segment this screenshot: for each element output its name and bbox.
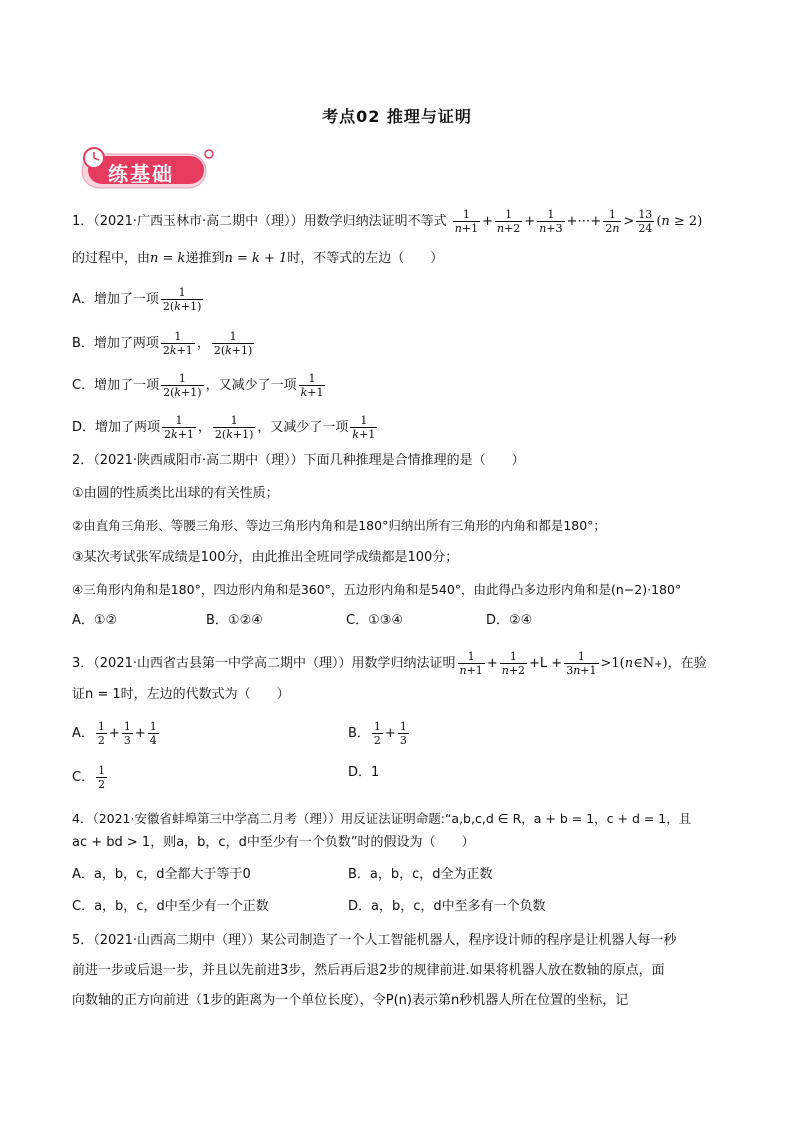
badge-label: 练基础 bbox=[108, 162, 174, 186]
question-1-option-c[interactable]: C．增加了一项 $\frac{1}{2(k+1)}$ ，又减少了一项 $\frac{1}{k+1}$ bbox=[72, 372, 324, 399]
question-3-line2: 证n = 1时，左边的代数式为（ ） bbox=[72, 687, 290, 702]
question-3-option-d[interactable]: D．1 bbox=[348, 765, 380, 780]
question-4-stem: 4．（2021·安徽省蚌埠第三中学高二月考（理））用反证法证明命题:“a,b,c,d ∈ R，a + b = 1，c + d = 1，且 bbox=[72, 811, 692, 826]
question-1-option-b[interactable]: B．增加了两项 $\frac{1}{2k+1}$ ， $\frac{1}{2(k+1)}$ bbox=[72, 330, 253, 357]
question-3-option-a[interactable]: A． $\frac{1}{2}$ + $\frac{1}{3}$ + $\frac{1}{4}$ bbox=[72, 720, 157, 747]
question-5-stem: 5．（2021·山西高二期中（理））某公司制造了一个人工智能机器人，程序设计师的程序是让机器人每一秒 bbox=[72, 933, 677, 948]
question-1-option-a[interactable]: A．增加了一项 $\frac{1}{2(k+1)}$ bbox=[72, 286, 202, 313]
question-4-option-c[interactable]: C．a，b，c，d中至少有一个正数 bbox=[72, 899, 269, 914]
question-3-option-b[interactable]: B． $\frac{1}{2}$ + $\frac{1}{3}$ bbox=[348, 720, 407, 747]
question-2-option-b[interactable]: B．①②④ bbox=[206, 613, 263, 628]
question-3-option-c[interactable]: C． $\frac{1}{2}$ bbox=[72, 764, 106, 791]
question-2-option-c[interactable]: C．①③④ bbox=[346, 613, 404, 628]
question-5-line3: 向数轴的正方向前进（1步的距离为一个单位长度），令P(n)表示第n秒机器人所在位置的坐标，记 bbox=[72, 993, 629, 1008]
question-2-statement-4: ④三角形内角和是180°，四边形内角和是360°，五边形内角和是540°，由此得凸多边形内角和是(n−2)·180° bbox=[72, 582, 682, 597]
question-2-option-d[interactable]: D．②④ bbox=[486, 613, 533, 628]
question-1-stem: 1．（2021·广西玉林市·高二期中（理））用数学归纳法证明不等式 $\frac{1}{n+1}$ + $\frac{1}{n+2}$ + $\frac{1}{n+3}$ +⋯+ $\frac{1}{2n}$ > $\frac{13}{24}$ (n ≥ 2) bbox=[72, 208, 703, 235]
question-2-statement-2: ②由直角三角形、等腰三角形、等边三角形内角和是180°归纳出所有三角形的内角和都是180°； bbox=[72, 518, 606, 533]
question-2-stem: 2．（2021·陕西咸阳市·高二期中（理））下面几种推理是合情推理的是（ ） bbox=[72, 453, 525, 468]
question-4-line2: ac + bd > 1，则a，b，c，d中至少有一个负数”时的假设为（ ） bbox=[72, 835, 475, 850]
question-1-option-d[interactable]: D．增加了两项 $\frac{1}{2k+1}$ ， $\frac{1}{2(k+1)}$ ，又减少了一项 $\frac{1}{k+1}$ bbox=[72, 414, 376, 441]
question-5-line2: 前进一步或后退一步，并且以先前进3步，然后再后退2步的规律前进.如果将机器人放在数轴的原点，面 bbox=[72, 963, 665, 978]
section-badge bbox=[72, 146, 222, 196]
question-2-option-a[interactable]: A．①② bbox=[72, 613, 118, 628]
question-4-option-b[interactable]: B．a，b，c，d全为正数 bbox=[348, 867, 493, 882]
question-3-stem: 3．（2021·山西省古县第一中学高二期中（理））用数学归纳法证明 $\frac{1}{n+1}$ + $\frac{1}{n+2}$ +L + $\frac{1}{3n+1}$ >1(n∈N+)，在验 bbox=[72, 650, 707, 677]
question-2-statement-3: ③某次考试张军成绩是100分，由此推出全班同学成绩都是100分； bbox=[72, 550, 459, 565]
question-2-statement-1: ①由圆的性质类比出球的有关性质； bbox=[72, 486, 279, 501]
question-4-option-a[interactable]: A．a，b，c，d全都大于等于0 bbox=[72, 867, 251, 882]
question-4-option-d[interactable]: D．a，b，c，d中至多有一个负数 bbox=[348, 899, 546, 914]
page-title: 考点02 推理与证明 bbox=[322, 107, 472, 126]
question-1-line2: 的过程中，由n = k递推到n = k + 1时，不等式的左边（ ） bbox=[72, 251, 444, 266]
